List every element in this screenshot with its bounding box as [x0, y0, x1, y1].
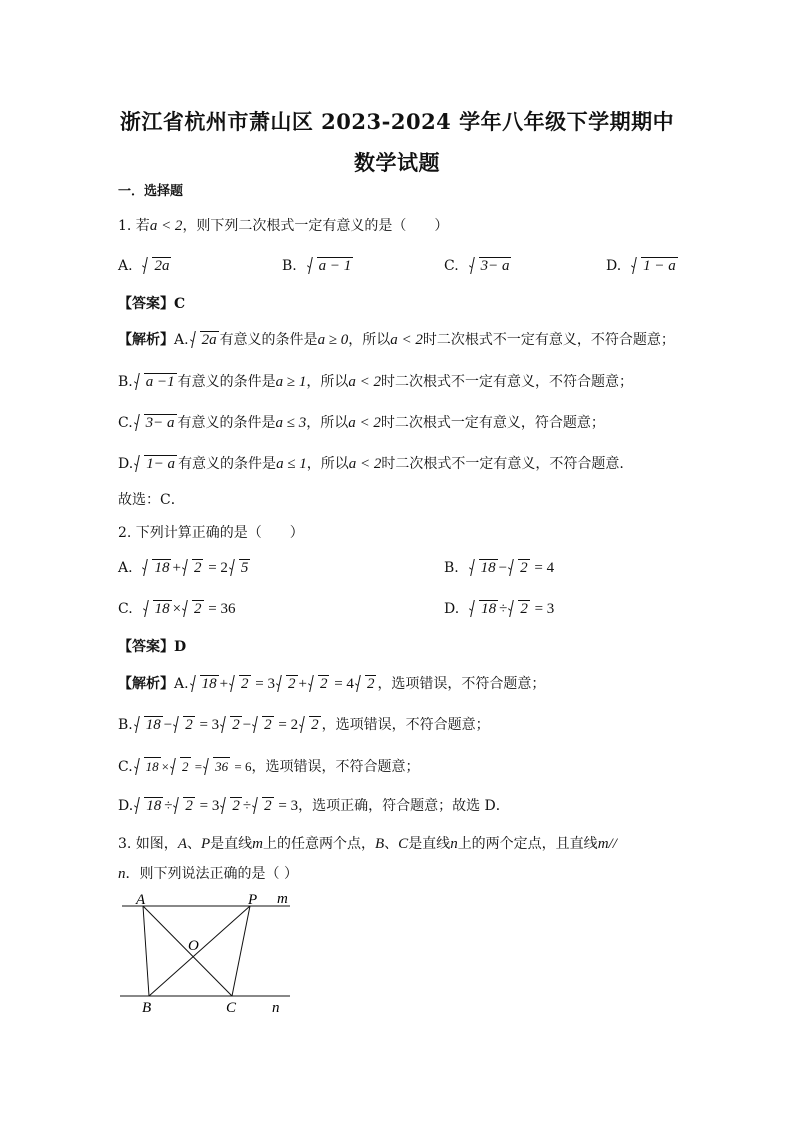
q1-conclusion: 故选：C． — [118, 492, 185, 508]
q2-option-d: D. 18 ÷ 2 = 3 — [444, 601, 555, 617]
label-c: C — [226, 1000, 237, 1016]
label-a: A — [136, 892, 146, 908]
q1-answer: 【答案】C — [118, 296, 186, 312]
section-heading: 一．选择题 — [118, 184, 184, 199]
document-title: 浙江省杭州市萧山区 2023-2024 学年八年级下学期期中 — [119, 109, 675, 134]
q3-stem-line1: 3. 如图，A、P是直线m上的任意两个点，B、C是直线n上的两个定点，且直线m// — [118, 836, 617, 852]
document-subtitle: 数学试题 — [354, 150, 440, 175]
q1-explanation-c: C. 3− a 有意义的条件是a ≤ 3，所以a < 2时二次根式一定有意义，符合题意； — [118, 415, 605, 431]
q1-option-d: D. 1 − a — [606, 258, 676, 274]
q2-stem: 2. 下列计算正确的是（ ） — [118, 525, 304, 541]
q2-explanation-b: B. 18 − 2 = 3 2 − 2 = 2 2 ，选项错误，不符合题意； — [118, 717, 490, 733]
label-o: O — [188, 938, 199, 954]
q2-explanation-d: D. 18 ÷ 2 = 3 2 ÷ 2 = 3，选项正确，符合题意；故选 D． — [118, 798, 510, 814]
label-b: B — [142, 1000, 152, 1016]
q1-explanation-a: 【解析】A. 2a 有意义的条件是a ≥ 0，所以a < 2时二次根式不一定有意义，不符合题意； — [118, 332, 675, 348]
q2-option-c: C. 18 × 2 = 36 — [118, 601, 236, 617]
q1-option-b: B. a − 1 — [282, 258, 352, 274]
q3-stem-line2: n．则下列说法正确的是（ ） — [118, 866, 298, 882]
q1-option-a: A. 2a — [118, 258, 170, 274]
q1-stem: 1. 若a < 2，则下列二次根式一定有意义的是（ ） — [118, 218, 449, 234]
label-m: m — [277, 891, 288, 907]
parallel-lines-figure — [114, 888, 304, 1018]
q1-explanation-d: D. 1− a 有意义的条件是a ≤ 1，所以a < 2时二次根式不一定有意义，不符合题意. — [118, 456, 624, 472]
q2-option-a: A. 18 + 2 = 2 5 — [118, 560, 249, 576]
q1-explanation-b: B. a −1 有意义的条件是a ≥ 1，所以a < 2时二次根式不一定有意义，不符合题意； — [118, 374, 633, 390]
q2-answer: 【答案】D — [118, 639, 187, 655]
q2-explanation-a: 【解析】A. 18 + 2 = 3 2 + 2 = 4 2 ，选项错误，不符合题意； — [118, 676, 546, 692]
label-n: n — [272, 1000, 280, 1016]
label-p: P — [248, 892, 258, 908]
q2-option-b: B. 18 − 2 = 4 — [444, 560, 555, 576]
q1-option-c: C. 3− a — [444, 258, 510, 274]
segment-ab — [143, 906, 149, 996]
q2-explanation-c: C. 18 × 2 = 36 = 6，选项错误，不符合题意； — [118, 759, 420, 775]
